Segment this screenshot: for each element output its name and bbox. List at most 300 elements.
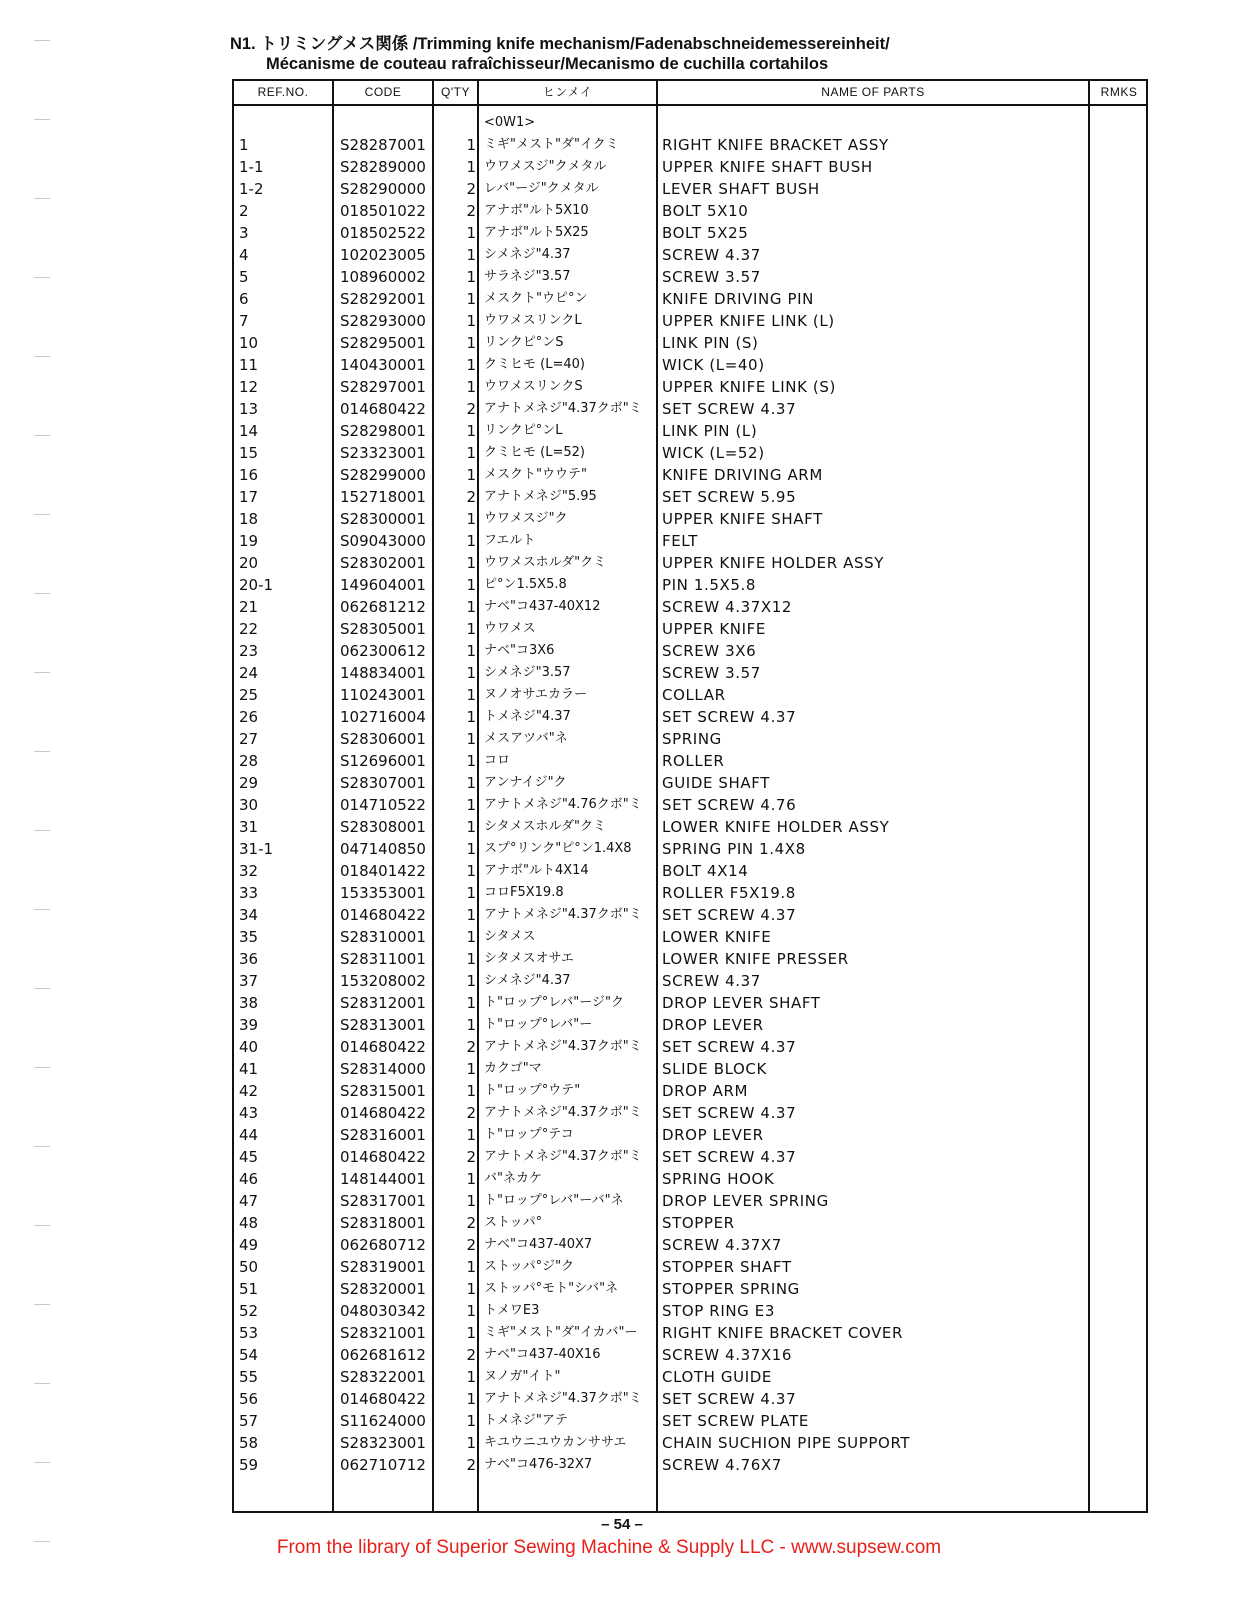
hinmei-cell: メスクト"ウピ°ン bbox=[484, 291, 588, 306]
part-name-cell: ROLLER bbox=[662, 752, 725, 770]
part-name-cell: RIGHT KNIFE BRACKET COVER bbox=[662, 1324, 904, 1342]
ref-no-cell: 31 bbox=[239, 818, 259, 836]
hinmei-cell: アナトメネジ"5.95 bbox=[484, 489, 597, 504]
ref-no-cell: 35 bbox=[239, 928, 259, 946]
section-title: N1. トリミングメス関係 /Trimming knife mechanism/Fadenabschneidemessereinheit/ bbox=[230, 35, 890, 53]
qty-cell: 1 bbox=[466, 1126, 476, 1144]
qty-cell: 1 bbox=[466, 620, 476, 638]
code-cell: 014680422 bbox=[340, 906, 426, 924]
qty-cell: 1 bbox=[466, 972, 476, 990]
scan-mark bbox=[34, 435, 50, 436]
qty-cell: 1 bbox=[466, 1390, 476, 1408]
ref-no-cell: 42 bbox=[239, 1082, 259, 1100]
ref-no-cell: 22 bbox=[239, 620, 259, 638]
code-cell: S28292001 bbox=[340, 290, 426, 308]
qty-cell: 1 bbox=[466, 664, 476, 682]
table-row bbox=[234, 794, 1146, 816]
qty-cell: 1 bbox=[466, 466, 476, 484]
table-row bbox=[234, 574, 1146, 596]
table-row bbox=[234, 1014, 1146, 1036]
qty-cell: 1 bbox=[466, 290, 476, 308]
scan-mark bbox=[34, 593, 50, 594]
hinmei-cell: アナボ"ルト5X25 bbox=[484, 225, 589, 240]
qty-cell: 1 bbox=[466, 1192, 476, 1210]
hinmei-cell: レバ"ージ"クメタル bbox=[484, 181, 599, 196]
hinmei-cell: メスクト"ウウテ" bbox=[484, 467, 587, 482]
ref-no-cell: 45 bbox=[239, 1148, 259, 1166]
part-name-cell: UPPER KNIFE LINK (S) bbox=[662, 378, 836, 396]
part-name-cell: DROP LEVER SHAFT bbox=[662, 994, 821, 1012]
table-row bbox=[234, 1058, 1146, 1080]
part-name-cell: SCREW 4.37 bbox=[662, 972, 761, 990]
code-cell: 148144001 bbox=[340, 1170, 426, 1188]
scan-mark bbox=[34, 514, 50, 515]
code-cell: 047140850 bbox=[340, 840, 426, 858]
code-cell: S28319001 bbox=[340, 1258, 426, 1276]
ref-no-cell: 11 bbox=[239, 356, 259, 374]
qty-cell: 1 bbox=[466, 1302, 476, 1320]
hinmei-cell: シタメスホルダ"クミ bbox=[484, 819, 606, 834]
code-cell: S28321001 bbox=[340, 1324, 426, 1342]
part-name-cell: UPPER KNIFE SHAFT bbox=[662, 510, 823, 528]
header-rmks: RMKS bbox=[1100, 85, 1138, 99]
ref-no-cell: 55 bbox=[239, 1368, 259, 1386]
code-cell: 062710712 bbox=[340, 1456, 426, 1474]
qty-cell: 2 bbox=[466, 1148, 476, 1166]
table-row bbox=[234, 1410, 1146, 1432]
hinmei-cell: ナベ"コ437-40X16 bbox=[484, 1347, 601, 1362]
code-cell: S28323001 bbox=[340, 1434, 426, 1452]
ref-no-cell: 3 bbox=[239, 224, 249, 242]
code-cell: S28318001 bbox=[340, 1214, 426, 1232]
code-cell: S28308001 bbox=[340, 818, 426, 836]
scan-mark bbox=[34, 909, 50, 910]
scan-mark bbox=[34, 1067, 50, 1068]
qty-cell: 1 bbox=[466, 774, 476, 792]
part-name-cell: DROP LEVER SPRING bbox=[662, 1192, 829, 1210]
library-footer-note: From the library of Superior Sewing Machine & Supply LLC - www.supsew.com bbox=[276, 1537, 942, 1558]
code-cell: 102716004 bbox=[340, 708, 426, 726]
hinmei-cell: ト"ロップ°レバ"ーバ"ネ bbox=[484, 1193, 624, 1208]
hinmei-cell: アナトメネジ"4.37クボ"ミ bbox=[484, 1105, 642, 1120]
hinmei-cell: バ"ネカケ bbox=[484, 1171, 542, 1186]
ref-no-cell: 1-1 bbox=[239, 158, 264, 176]
ref-no-cell: 26 bbox=[239, 708, 259, 726]
qty-cell: 1 bbox=[466, 906, 476, 924]
table-row bbox=[234, 1124, 1146, 1146]
code-cell: S28305001 bbox=[340, 620, 426, 638]
hinmei-cell: アナボ"ルト4X14 bbox=[484, 863, 589, 878]
part-name-cell: UPPER KNIFE HOLDER ASSY bbox=[662, 554, 885, 572]
table-row bbox=[234, 1080, 1146, 1102]
scan-mark bbox=[34, 830, 50, 831]
qty-cell: 2 bbox=[466, 1456, 476, 1474]
ref-no-cell: 25 bbox=[239, 686, 259, 704]
qty-cell: 2 bbox=[466, 202, 476, 220]
table-row bbox=[234, 222, 1146, 244]
header-hinmei: ヒンメイ bbox=[542, 85, 593, 99]
qty-cell: 1 bbox=[466, 1280, 476, 1298]
ref-no-cell: 47 bbox=[239, 1192, 259, 1210]
hinmei-cell: ウワメスリンクL bbox=[484, 313, 582, 328]
qty-cell: 1 bbox=[466, 1412, 476, 1430]
header-name-of-parts: NAME OF PARTS bbox=[821, 85, 925, 99]
hinmei-cell: ウワメスリンクS bbox=[484, 379, 583, 394]
code-cell: 018401422 bbox=[340, 862, 426, 880]
qty-cell: 1 bbox=[466, 1434, 476, 1452]
table-row bbox=[234, 1146, 1146, 1168]
page-header bbox=[230, 34, 1150, 74]
qty-cell: 1 bbox=[466, 598, 476, 616]
header-qty: Q'TY bbox=[441, 85, 470, 99]
part-name-cell: CLOTH GUIDE bbox=[662, 1368, 772, 1386]
part-name-cell: SET SCREW 4.37 bbox=[662, 1038, 797, 1056]
code-cell: S28313001 bbox=[340, 1016, 426, 1034]
qty-cell: 1 bbox=[466, 994, 476, 1012]
qty-cell: 1 bbox=[466, 422, 476, 440]
qty-cell: 1 bbox=[466, 730, 476, 748]
hinmei-cell: ストッパ°モト"シバ"ネ bbox=[484, 1281, 619, 1296]
part-name-cell: BOLT 5X10 bbox=[662, 202, 749, 220]
hinmei-cell: ナベ"コ3X6 bbox=[484, 643, 555, 658]
table-row bbox=[234, 926, 1146, 948]
table-row bbox=[234, 640, 1146, 662]
table-row bbox=[234, 442, 1146, 464]
hinmei-cell: ウワメスホルダ"クミ bbox=[484, 555, 607, 570]
part-name-cell: LINK PIN (L) bbox=[662, 422, 758, 440]
table-row bbox=[234, 200, 1146, 222]
code-cell: 014680422 bbox=[340, 1390, 426, 1408]
table-row bbox=[234, 310, 1146, 332]
part-name-cell: BOLT 4X14 bbox=[662, 862, 749, 880]
table-row bbox=[234, 882, 1146, 904]
qty-cell: 2 bbox=[466, 1214, 476, 1232]
part-name-cell: DROP ARM bbox=[662, 1082, 749, 1100]
scan-margin bbox=[0, 0, 70, 1600]
table-row bbox=[234, 772, 1146, 794]
table-row bbox=[234, 464, 1146, 486]
table-row bbox=[234, 398, 1146, 420]
code-cell: S23323001 bbox=[340, 444, 426, 462]
table-row bbox=[234, 1278, 1146, 1300]
ref-no-cell: 19 bbox=[239, 532, 259, 550]
scan-mark bbox=[34, 672, 50, 673]
parts-table bbox=[232, 79, 1148, 1513]
code-cell: 062681212 bbox=[340, 598, 426, 616]
scan-mark bbox=[34, 277, 50, 278]
part-name-cell: SPRING bbox=[662, 730, 722, 748]
code-cell: S11624000 bbox=[340, 1412, 426, 1430]
qty-cell: 1 bbox=[466, 268, 476, 286]
code-cell: S28322001 bbox=[340, 1368, 426, 1386]
part-name-cell: SPRING HOOK bbox=[662, 1170, 775, 1188]
hinmei-cell: トメネジ"4.37 bbox=[484, 709, 571, 724]
table-header bbox=[234, 81, 1146, 106]
qty-cell: 1 bbox=[466, 1368, 476, 1386]
ref-no-cell: 21 bbox=[239, 598, 259, 616]
hinmei-cell: コロ bbox=[484, 753, 511, 768]
hinmei-cell: ウワメス bbox=[484, 621, 536, 636]
hinmei-cell: ナベ"コ437-40X7 bbox=[484, 1237, 593, 1252]
part-name-cell: SET SCREW 4.37 bbox=[662, 1148, 797, 1166]
ref-no-cell: 46 bbox=[239, 1170, 259, 1188]
hinmei-cell: シタメス bbox=[484, 929, 536, 944]
ref-no-cell: 43 bbox=[239, 1104, 259, 1122]
ref-no-cell: 40 bbox=[239, 1038, 259, 1056]
hinmei-cell: ミギ"メスト"ダ"イクミ bbox=[484, 137, 619, 152]
part-name-cell: DROP LEVER bbox=[662, 1016, 764, 1034]
table-body bbox=[234, 112, 1146, 1476]
hinmei-cell: シタメスオサエ bbox=[484, 951, 574, 966]
code-cell: S28316001 bbox=[340, 1126, 426, 1144]
table-row bbox=[234, 112, 1146, 134]
part-name-cell: UPPER KNIFE LINK (L) bbox=[662, 312, 835, 330]
table-row bbox=[234, 596, 1146, 618]
hinmei-cell: カクゴ"マ bbox=[484, 1061, 542, 1076]
part-name-cell: SET SCREW 4.37 bbox=[662, 1104, 797, 1122]
code-cell: S28289000 bbox=[340, 158, 426, 176]
code-cell: S28302001 bbox=[340, 554, 426, 572]
part-name-cell: LOWER KNIFE bbox=[662, 928, 772, 946]
table-row bbox=[234, 1212, 1146, 1234]
ref-no-cell: 58 bbox=[239, 1434, 259, 1452]
code-cell: S28300001 bbox=[340, 510, 426, 528]
ref-no-cell: 53 bbox=[239, 1324, 259, 1342]
hinmei-cell: メスアツバ"ネ bbox=[484, 731, 568, 746]
hinmei-cell: アナトメネジ"4.37クボ"ミ bbox=[484, 1391, 642, 1406]
table-row bbox=[234, 1300, 1146, 1322]
ref-no-cell: 49 bbox=[239, 1236, 259, 1254]
ref-no-cell: 44 bbox=[239, 1126, 259, 1144]
hinmei-cell: ピ°ン1.5X5.8 bbox=[484, 577, 567, 592]
qty-cell: 1 bbox=[466, 796, 476, 814]
part-name-cell: SCREW 4.76X7 bbox=[662, 1456, 782, 1474]
part-name-cell: SLIDE BLOCK bbox=[662, 1060, 767, 1078]
part-name-cell: LOWER KNIFE PRESSER bbox=[662, 950, 849, 968]
part-name-cell: RIGHT KNIFE BRACKET ASSY bbox=[662, 136, 889, 154]
hinmei-cell: ストッパ°ジ"ク bbox=[484, 1259, 575, 1274]
qty-cell: 1 bbox=[466, 752, 476, 770]
header-code: CODE bbox=[364, 85, 402, 99]
qty-cell: 1 bbox=[466, 818, 476, 836]
qty-cell: 1 bbox=[466, 356, 476, 374]
qty-cell: 1 bbox=[466, 312, 476, 330]
qty-cell: 1 bbox=[466, 1060, 476, 1078]
table-row bbox=[234, 156, 1146, 178]
ref-no-cell: 54 bbox=[239, 1346, 259, 1364]
code-cell: S28317001 bbox=[340, 1192, 426, 1210]
code-cell: S28293000 bbox=[340, 312, 426, 330]
ref-no-cell: 1-2 bbox=[239, 180, 264, 198]
hinmei-cell: ナベ"コ476-32X7 bbox=[484, 1457, 593, 1472]
hinmei-cell: シメネジ"3.57 bbox=[484, 665, 571, 680]
part-name-cell: STOPPER SPRING bbox=[662, 1280, 800, 1298]
section-subtitle: Mécanisme de couteau rafraîchisseur/Mecanismo de cuchilla cortahilos bbox=[266, 55, 829, 73]
table-row bbox=[234, 486, 1146, 508]
part-name-cell: LOWER KNIFE HOLDER ASSY bbox=[662, 818, 890, 836]
hinmei-cell: ウワメスジ"ク bbox=[484, 511, 568, 526]
hinmei-cell: アナトメネジ"4.37クボ"ミ bbox=[484, 401, 642, 416]
part-name-cell: ROLLER F5X19.8 bbox=[662, 884, 796, 902]
code-cell: S28297001 bbox=[340, 378, 426, 396]
table-row bbox=[234, 860, 1146, 882]
hinmei-cell: アナトメネジ"4.37クボ"ミ bbox=[484, 1149, 642, 1164]
code-cell: S28315001 bbox=[340, 1082, 426, 1100]
part-name-cell: LEVER SHAFT BUSH bbox=[662, 180, 820, 198]
ref-no-cell: 39 bbox=[239, 1016, 259, 1034]
part-name-cell: STOP RING E3 bbox=[662, 1302, 775, 1320]
qty-cell: 2 bbox=[466, 1346, 476, 1364]
code-cell: S28320001 bbox=[340, 1280, 426, 1298]
part-name-cell: BOLT 5X25 bbox=[662, 224, 749, 242]
code-cell: S28307001 bbox=[340, 774, 426, 792]
ref-no-cell: 33 bbox=[239, 884, 259, 902]
part-name-cell: WICK (L=40) bbox=[662, 356, 765, 374]
hinmei-cell: ミギ"メスト"ダ"イカバ"ー bbox=[484, 1325, 638, 1340]
table-row bbox=[234, 1102, 1146, 1124]
qty-cell: 1 bbox=[466, 1016, 476, 1034]
qty-cell: 1 bbox=[466, 1170, 476, 1188]
qty-cell: 1 bbox=[466, 1324, 476, 1342]
table-row bbox=[234, 354, 1146, 376]
hinmei-cell: ト"ロップ°レバ"ー bbox=[484, 1017, 593, 1032]
code-cell: S28310001 bbox=[340, 928, 426, 946]
table-row bbox=[234, 838, 1146, 860]
scan-mark bbox=[34, 40, 50, 41]
qty-cell: 1 bbox=[466, 950, 476, 968]
code-cell: 140430001 bbox=[340, 356, 426, 374]
ref-no-cell: 20 bbox=[239, 554, 259, 572]
ref-no-cell: 27 bbox=[239, 730, 259, 748]
ref-no-cell: 59 bbox=[239, 1456, 259, 1474]
ref-no-cell: 29 bbox=[239, 774, 259, 792]
table-row bbox=[234, 1432, 1146, 1454]
code-cell: S28290000 bbox=[340, 180, 426, 198]
ref-no-cell: 14 bbox=[239, 422, 259, 440]
code-cell: S28298001 bbox=[340, 422, 426, 440]
qty-cell: 1 bbox=[466, 510, 476, 528]
ref-no-cell: 57 bbox=[239, 1412, 259, 1430]
ref-no-cell: 17 bbox=[239, 488, 259, 506]
qty-cell: 1 bbox=[466, 136, 476, 154]
ref-no-cell: 56 bbox=[239, 1390, 259, 1408]
ref-no-cell: 1 bbox=[239, 136, 249, 154]
code-cell: 153353001 bbox=[340, 884, 426, 902]
hinmei-cell: シメネジ"4.37 bbox=[484, 247, 571, 262]
ref-no-cell: 12 bbox=[239, 378, 259, 396]
part-name-cell: SET SCREW 4.37 bbox=[662, 708, 797, 726]
ref-no-cell: 2 bbox=[239, 202, 249, 220]
part-name-cell: SET SCREW 4.76 bbox=[662, 796, 797, 814]
table-row bbox=[234, 662, 1146, 684]
ref-no-cell: 51 bbox=[239, 1280, 259, 1298]
part-name-cell: DROP LEVER bbox=[662, 1126, 764, 1144]
hinmei-cell: ストッパ° bbox=[484, 1215, 543, 1230]
part-name-cell: CHAIN SUCHION PIPE SUPPORT bbox=[662, 1434, 911, 1452]
ref-no-cell: 15 bbox=[239, 444, 259, 462]
scan-mark bbox=[34, 198, 50, 199]
part-name-cell: SCREW 4.37 bbox=[662, 246, 761, 264]
table-row bbox=[234, 508, 1146, 530]
part-name-cell: GUIDE SHAFT bbox=[662, 774, 771, 792]
qty-cell: 1 bbox=[466, 840, 476, 858]
code-cell: S28299000 bbox=[340, 466, 426, 484]
part-name-cell: UPPER KNIFE SHAFT BUSH bbox=[662, 158, 873, 176]
qty-cell: 2 bbox=[466, 180, 476, 198]
qty-cell: 1 bbox=[466, 532, 476, 550]
code-cell: 048030342 bbox=[340, 1302, 426, 1320]
table-row bbox=[234, 1388, 1146, 1410]
table-row bbox=[234, 244, 1146, 266]
hinmei-cell: アナトメネジ"4.37クボ"ミ bbox=[484, 907, 642, 922]
part-name-cell: SCREW 4.37X7 bbox=[662, 1236, 782, 1254]
table-row bbox=[234, 750, 1146, 772]
qty-cell: 1 bbox=[466, 1082, 476, 1100]
hinmei-cell: ヌノガ"イト" bbox=[484, 1369, 561, 1384]
hinmei-cell: サラネジ"3.57 bbox=[484, 269, 571, 284]
part-name-cell: SET SCREW 4.37 bbox=[662, 906, 797, 924]
code-cell: S28312001 bbox=[340, 994, 426, 1012]
ref-no-cell: 13 bbox=[239, 400, 259, 418]
table-row bbox=[234, 134, 1146, 156]
ref-no-cell: 16 bbox=[239, 466, 259, 484]
qty-cell: 1 bbox=[466, 686, 476, 704]
part-name-cell: SET SCREW 5.95 bbox=[662, 488, 797, 506]
part-name-cell: PIN 1.5X5.8 bbox=[662, 576, 757, 594]
ref-no-cell: 6 bbox=[239, 290, 249, 308]
hinmei-cell: ウワメスジ"クメタル bbox=[484, 159, 607, 174]
qty-cell: 1 bbox=[466, 1258, 476, 1276]
table-row bbox=[234, 904, 1146, 926]
hinmei-cell: リンクピ°ンL bbox=[484, 423, 563, 438]
part-name-cell: SPRING PIN 1.4X8 bbox=[662, 840, 806, 858]
code-cell: S12696001 bbox=[340, 752, 426, 770]
part-name-cell: SET SCREW 4.37 bbox=[662, 400, 797, 418]
table-row bbox=[234, 1190, 1146, 1212]
part-name-cell: WICK (L=52) bbox=[662, 444, 765, 462]
table-row bbox=[234, 1344, 1146, 1366]
hinmei-cell: ヌノオサエカラー bbox=[484, 687, 587, 702]
part-name-cell: SCREW 4.37X12 bbox=[662, 598, 793, 616]
code-cell: 018502522 bbox=[340, 224, 426, 242]
part-name-cell: SCREW 3X6 bbox=[662, 642, 757, 660]
qty-cell: 1 bbox=[466, 246, 476, 264]
part-name-cell: SET SCREW PLATE bbox=[662, 1412, 809, 1430]
table-row bbox=[234, 1366, 1146, 1388]
part-name-cell: SCREW 3.57 bbox=[662, 268, 761, 286]
hinmei-cell: トメワE3 bbox=[484, 1303, 540, 1318]
scan-mark bbox=[34, 356, 50, 357]
hinmei-cell: コロF5X19.8 bbox=[484, 885, 564, 900]
ref-no-cell: 31-1 bbox=[239, 840, 274, 858]
qty-cell: 1 bbox=[466, 862, 476, 880]
ref-no-cell: 48 bbox=[239, 1214, 259, 1232]
table-row bbox=[234, 992, 1146, 1014]
qty-cell: 1 bbox=[466, 158, 476, 176]
hinmei-cell: クミヒモ (L=40) bbox=[484, 357, 585, 372]
part-name-cell: FELT bbox=[662, 532, 698, 550]
qty-cell: 1 bbox=[466, 708, 476, 726]
qty-cell: 1 bbox=[466, 884, 476, 902]
table-row bbox=[234, 178, 1146, 200]
part-name-cell: SCREW 4.37X16 bbox=[662, 1346, 793, 1364]
table-row bbox=[234, 288, 1146, 310]
ref-no-cell: 24 bbox=[239, 664, 259, 682]
table-row bbox=[234, 618, 1146, 640]
part-name-cell: STOPPER bbox=[662, 1214, 735, 1232]
ref-no-cell: 20-1 bbox=[239, 576, 274, 594]
scan-mark bbox=[34, 1304, 50, 1305]
